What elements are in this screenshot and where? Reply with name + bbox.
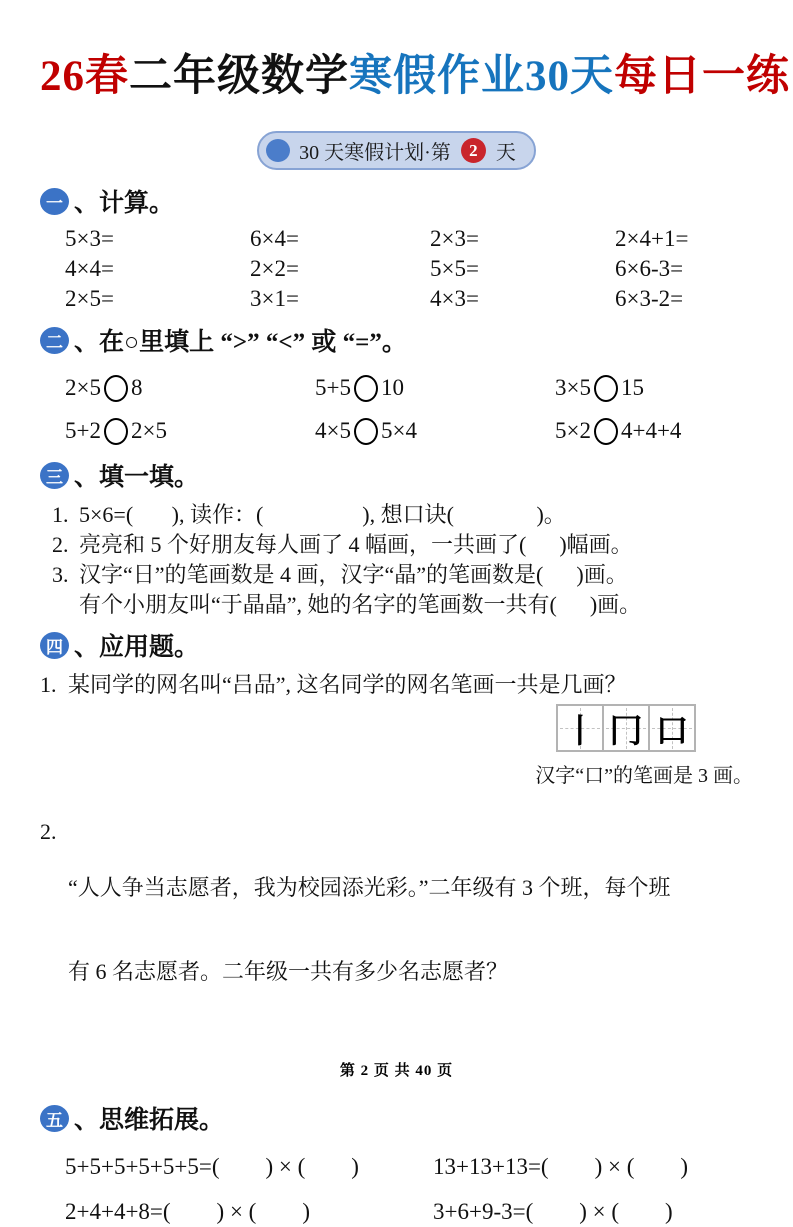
- compare-problem: [315, 371, 555, 405]
- section-4-number-badge: 四: [40, 632, 69, 659]
- application-question-2: [40, 818, 753, 1042]
- expand-problem: 13+13+13=( ) × ( ): [433, 1154, 689, 1180]
- title-segment-homework: 寒假作业30天: [349, 53, 614, 100]
- stroke-char: 丨: [563, 713, 597, 750]
- banner-suffix: 天: [495, 142, 516, 165]
- calc-problem: 2×2=: [250, 256, 299, 282]
- compare-circle-icon: [594, 375, 618, 402]
- item-text: 汉字“日”的笔画数是 4 画，汉字“晶”的笔画数是( )画。: [79, 562, 628, 588]
- expand-problem: 5+5+5+5+5+5=( ) × ( ): [65, 1154, 359, 1180]
- banner-prefix: 30 天寒假计划·第: [299, 142, 451, 165]
- item-text: 有个小朋友叫“于晶晶”, 她的名字的笔画数一共有( )画。: [79, 592, 642, 618]
- section-4-heading: [40, 627, 753, 663]
- calc-problem: 6×3-2=: [615, 286, 684, 312]
- section-1-number-badge: 一: [40, 188, 69, 215]
- section-5-heading: [40, 1100, 753, 1136]
- title-segment-year: 26春: [40, 53, 129, 100]
- compare-circle-icon: [104, 375, 128, 402]
- question-number: 2.: [40, 819, 57, 845]
- compare-left: 5+5: [315, 375, 351, 401]
- section-1-heading: [40, 183, 753, 219]
- section-3-label: 、填一填。: [74, 464, 200, 492]
- section-3-number-badge: 三: [40, 462, 69, 489]
- stroke-cell: [602, 704, 650, 752]
- expand-problem-grid: [40, 1152, 753, 1227]
- question-line-2: 有 6 名志愿者。二年级一共有多少名志愿者？: [68, 959, 509, 985]
- compare-circle-icon: [354, 418, 378, 445]
- fill-item: [52, 500, 753, 530]
- calc-problem: 3×1=: [250, 286, 299, 312]
- compare-left: 3×5: [555, 375, 591, 401]
- compare-right: 2×5: [130, 418, 167, 444]
- calc-problem: 5×5=: [430, 256, 479, 282]
- compare-right: 8: [130, 375, 143, 401]
- section-3-heading: [40, 457, 753, 493]
- expand-problem: 3+6+9-3=( ) × ( ): [433, 1199, 673, 1225]
- question-text: [68, 818, 671, 1042]
- compare-left: 4×5: [315, 418, 351, 444]
- item-number: 2.: [52, 532, 69, 558]
- compare-left: 5×2: [555, 418, 591, 444]
- item-text: 亮亮和 5 个好朋友每人画了 4 幅画，一共画了( )幅画。: [79, 532, 633, 558]
- calc-problem: 2×5=: [65, 286, 114, 312]
- compare-circle-icon: [594, 418, 618, 445]
- compare-right: 5×4: [380, 418, 417, 444]
- fill-item-continuation: [52, 590, 753, 620]
- stroke-figure-caption: 汉字“口”的笔画是 3 画。: [535, 765, 753, 788]
- calc-problem: 4×3=: [430, 286, 479, 312]
- calc-problem: 5×3=: [65, 226, 114, 252]
- compare-problem: [555, 414, 753, 448]
- stroke-cell: [556, 704, 604, 752]
- application-question-1: [40, 671, 753, 699]
- page-footer: 第 2 页 共 40 页: [339, 1063, 454, 1079]
- title-segment-grade: 二年级数学: [129, 53, 349, 100]
- question-number: 1.: [40, 672, 57, 698]
- compare-problem: [65, 414, 315, 448]
- fill-item: [52, 560, 753, 590]
- compare-right: 10: [380, 375, 404, 401]
- item-number: 1.: [52, 502, 69, 528]
- section-4-label: 、应用题。: [74, 634, 200, 662]
- banner-dot-icon: [266, 139, 290, 162]
- section-2-label: 、在○里填上 “>” “<” 或 “=”。: [74, 329, 407, 357]
- calc-problem: 4×4=: [65, 256, 114, 282]
- day-banner: [257, 131, 536, 170]
- compare-left: 5+2: [65, 418, 101, 444]
- item-number: [52, 590, 79, 620]
- fill-item: [52, 530, 753, 560]
- section-2-heading: [40, 322, 753, 358]
- calc-problem: 6×4=: [250, 226, 299, 252]
- stroke-char: 冂: [609, 713, 643, 750]
- compare-circle-icon: [104, 418, 128, 445]
- question-text: 某同学的网名叫“吕品”, 这名同学的网名笔画一共是几画？: [68, 672, 627, 698]
- title-segment-daily: 每日一练: [614, 53, 790, 100]
- calc-problem: 2×4+1=: [615, 226, 689, 252]
- compare-problem: [315, 414, 555, 448]
- section-2-number-badge: 二: [40, 327, 69, 354]
- calc-problem: 2×3=: [430, 226, 479, 252]
- compare-problem-grid: [40, 371, 753, 448]
- compare-right: 15: [620, 375, 644, 401]
- compare-right: 4+4+4: [620, 418, 682, 444]
- stroke-order-figure: [556, 704, 696, 752]
- compare-problem: [555, 371, 753, 405]
- section-5-number-badge: 五: [40, 1105, 69, 1132]
- stroke-char: 口: [655, 713, 689, 750]
- stroke-cell: [648, 704, 696, 752]
- question-line-1: “人人争当志愿者，我为校园添光彩。”二年级有 3 个班，每个班: [68, 875, 671, 901]
- compare-left: 2×5: [65, 375, 101, 401]
- item-number: 3.: [52, 562, 69, 588]
- day-banner-wrap: [40, 131, 753, 170]
- section-1-label: 、计算。: [74, 190, 175, 218]
- compare-circle-icon: [354, 375, 378, 402]
- day-number-badge: 2: [461, 138, 486, 163]
- calc-problem-grid: [40, 224, 753, 314]
- expand-problem: 2+4+4+8=( ) × ( ): [65, 1199, 310, 1225]
- item-text: 5×6=( ), 读作：( ), 想口诀( )。: [79, 502, 566, 528]
- page-title: [40, 52, 790, 101]
- section-5-label: 、思维拓展。: [74, 1107, 225, 1135]
- calc-problem: 6×6-3=: [615, 256, 684, 282]
- compare-problem: [65, 371, 315, 405]
- fill-in-list: [40, 500, 753, 620]
